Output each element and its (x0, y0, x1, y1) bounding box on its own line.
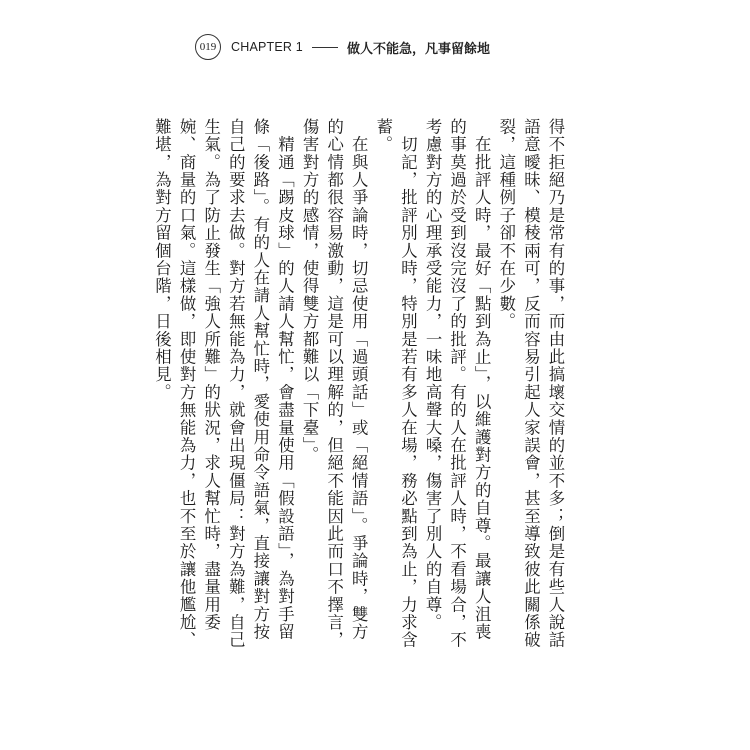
chapter-title: 做人不能急，凡事留餘地 (346, 41, 490, 57)
vertical-body-text (152, 118, 567, 658)
paragraph-4: 在與人爭論時，切忌使用「過頭話」或「絕情語」。爭論時，雙方的心情都很容易激動，這是可以理解的，但絕不能因此而口不擇言，傷害對方的感情，使得雙方都難以「下臺」。 (300, 118, 369, 649)
header-dash (312, 47, 338, 48)
paragraph-1: 得不拒絕乃是常有的事，而由此搞壞交情的並不多；倒是有些人說話語意曖昧、模稜兩可，反而容易引起人家誤會，甚至導致彼此關係破裂，這種例子卻不在少數。 (496, 118, 565, 649)
paragraph-5: 精通「踢皮球」的人請人幫忙，會盡量使用「假設語」，為對手留條「後路」。有的人在請人幫忙時，愛使用命令語氣，直接讓對方按自己的要求去做。對方若無能為力，就會出現僵局：對方為難，自己生氣。為了防止發生「強人所難」的狀況，求人幫忙時，盡量用委婉、商量的口氣。這樣做，即使對方無能為力，也不至於讓他尷尬、難堪，為對方留個台階，日後相見。 (152, 118, 295, 649)
chapter-label: CHAPTER 1 (231, 40, 303, 54)
page-number-badge: 019 (195, 34, 221, 60)
running-header (195, 34, 490, 60)
paragraph-3: 切記，批評別人時，特別是若有多人在場，務必點到為止，力求含蓄。 (373, 118, 418, 649)
paragraph-2: 在批評人時，最好「點到為止」，以維護對方的自尊。最讓人沮喪的事莫過於受到沒完沒了的批評。有的人在批評人時，不看場合，不考慮對方的心理承受能力，一味地高聲大嗓，傷害了別人的自尊。 (423, 118, 492, 649)
